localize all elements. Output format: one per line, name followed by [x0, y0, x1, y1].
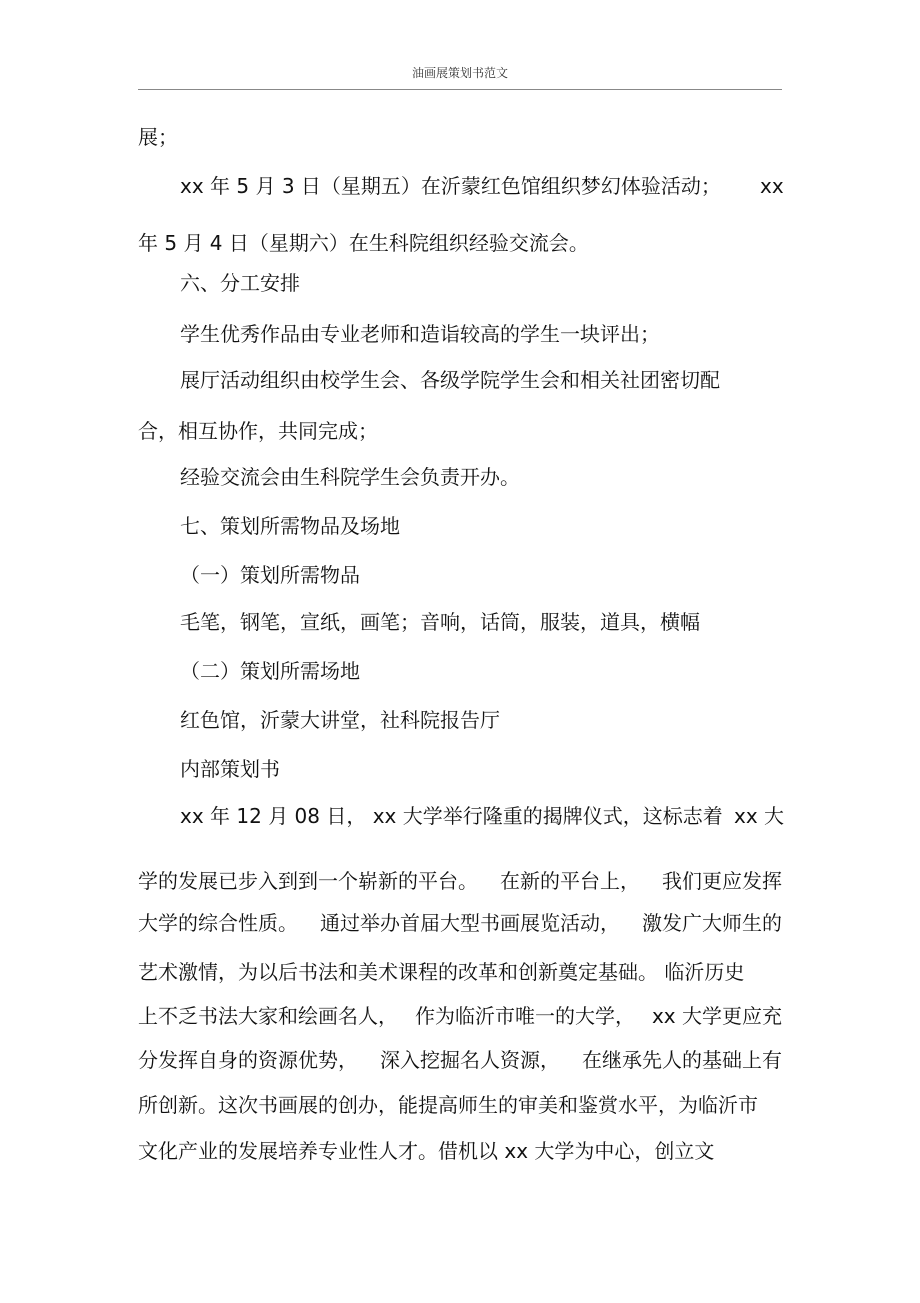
- text-segment: 激发广大师生的: [642, 911, 782, 935]
- text-segment: 上不乏书法大家和绘画名人，: [138, 1004, 398, 1028]
- text-segment: 我们更应发挥: [662, 869, 782, 893]
- paragraph-line: 年 5 月 4 日（星期六）在生科院组织经验交流会。: [138, 231, 589, 255]
- section-heading: 七、策划所需物品及场地: [180, 514, 400, 538]
- text-segment: 作为临沂市唯一的大学，: [414, 1004, 635, 1028]
- text-segment: 在继承先人的基础上有: [582, 1048, 782, 1072]
- paragraph-line: 文化产业的发展培养专业性人才。借机以 xx 大学为中心，创立文: [138, 1139, 715, 1163]
- text-segment: 通过举办首届大型书画展览活动，: [320, 911, 620, 935]
- paragraph-line: 学生优秀作品由专业老师和造诣较高的学生一块评出；: [180, 322, 660, 346]
- paragraph-line: xx 年 5 月 3 日（星期五）在沂蒙红色馆组织梦幻体验活动；: [180, 174, 721, 198]
- paragraph-line: xx: [760, 174, 784, 198]
- paragraph-line: 展厅活动组织由校学生会、各级学院学生会和相关社团密切配: [180, 368, 720, 392]
- subsection-heading: （一）策划所需物品: [180, 563, 360, 587]
- text-segment: 深入挖掘名人资源，: [380, 1048, 560, 1072]
- paragraph-line: [138, 1047, 782, 1073]
- paragraph-line: 经验交流会由生科院学生会负责开办。: [180, 465, 520, 489]
- paragraph-line: 合，相互协作，共同完成；: [138, 419, 378, 443]
- page-header-title: 油画展策划书范文: [411, 66, 508, 80]
- paragraph-line: [138, 868, 782, 894]
- paragraph-line: xx 大: [734, 804, 785, 828]
- text-segment: 大学的综合性质。: [138, 911, 298, 935]
- paragraph-line: 艺术激情，为以后书法和美术课程的改革和创新奠定基础。 临沂历史: [138, 960, 745, 984]
- header-divider: [138, 89, 782, 90]
- paragraph-line: 展；: [138, 125, 178, 149]
- section-heading: 内部策划书: [180, 757, 280, 781]
- subsection-heading: （二）策划所需场地: [180, 659, 360, 683]
- paragraph-line: [138, 910, 782, 936]
- section-heading: 六、分工安排: [180, 271, 300, 295]
- paragraph-line: [138, 1003, 782, 1029]
- paragraph-line: 毛笔，钢笔，宣纸，画笔；音响，话筒，服装，道具，横幅: [180, 610, 700, 634]
- text-segment: xx 大学更应充: [651, 1004, 782, 1028]
- paragraph-line: 红色馆，沂蒙大讲堂，社科院报告厅: [180, 708, 500, 732]
- text-segment: 分发挥自身的资源优势，: [138, 1048, 358, 1072]
- text-segment: 在新的平台上，: [500, 869, 640, 893]
- text-segment: 学的发展已步入到到一个崭新的平台。: [138, 869, 478, 893]
- paragraph-line: 所创新。这次书画展的创办，能提高师生的审美和鉴赏水平，为临沂市: [138, 1093, 758, 1117]
- paragraph-line: xx 年 12 月 08 日， xx 大学举行隆重的揭牌仪式，这标志着: [180, 804, 723, 828]
